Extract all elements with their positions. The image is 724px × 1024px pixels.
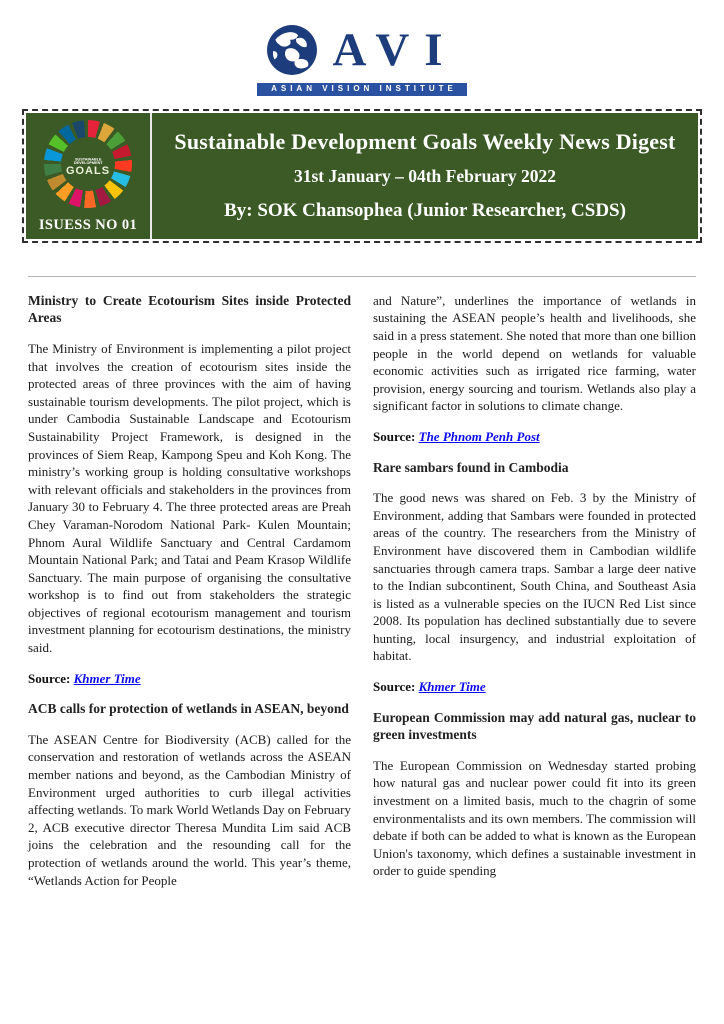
avi-logo-row xyxy=(266,24,457,76)
article-paragraph: The good news was shared on Feb. 3 by the Ministry of Environment, adding that Sambars were founded in protected areas of the country. The researchers from the Ministry of Environment have discovered them in Cambodian wildlife sanctuaries through camera traps. Sambar a large deer native to the Indian subcontinent, South China, and Southeast Asia is listed as a vulnerable species on the IUCN Red List since 2008. Its population has declined substantially due to severe hunting, local insurgency, and industrial exploitation of habitat. xyxy=(373,490,696,664)
avi-wordmark: AVI xyxy=(332,23,458,76)
newsletter-title: Sustainable Development Goals Weekly News Digest xyxy=(174,128,676,154)
right-column xyxy=(373,290,696,889)
article-paragraph: The Ministry of Environment is implementing a pilot project that involves the creation of ecotourism sites inside the protected areas of three provinces with the aim of having sustainable tourism developments. The pilot project, which is under Cambodia Sustainable Landscape and Ecotourism Sustainability Project Framework, is designed in the provinces of Siem Reap, Kampong Speu and Koh Kong. The ministry’s working group is holding consultative workshops with relevant officials and stakeholders in the provinces from January 30 to February 4. The three protected areas are Preah Chey Varaman-Norodom National Park- Kulen Mountain; Phnom Aural Wildlife Sanctuary and Central Cardamom Mountain National Park; and Tatai and Peam Krasop Wildlife Sanctuary. The main purpose of organising the consultative workshop is to find out from stakeholders the strategic objectives of regional ecotourism management and tourism investment planning for ecotourism destinations, the ministry said. xyxy=(28,340,351,656)
avi-logo xyxy=(0,0,724,96)
header-banner-inner xyxy=(26,113,698,239)
article-columns xyxy=(28,290,696,889)
institute-name-bar: ASIAN VISION INSTITUTE xyxy=(257,83,467,96)
article-paragraph: and Nature”, underlines the importance of wetlands in sustaining the ASEAN people’s health and livelihoods, she said in a press statement. She noted that more than one billion people in the world depend on wetlands for valuable economic activities such as irrigated rice farming, water provision, energy sourcing and tourism. Wetlands also play a significant factor in solutions to climate change. xyxy=(373,292,696,414)
source-label: Source: xyxy=(373,428,419,444)
article-heading: Rare sambars found in Cambodia xyxy=(373,459,569,475)
source-link[interactable]: Khmer Time xyxy=(73,670,141,686)
sdg-wheel-center xyxy=(61,137,115,191)
left-column xyxy=(28,290,351,889)
header-rule xyxy=(28,276,696,277)
source-link[interactable]: The Phnom Penh Post xyxy=(418,428,540,444)
date-range: 31st January – 04th February 2022 xyxy=(293,165,556,186)
sdg-wheel-icon xyxy=(44,120,132,208)
source-line xyxy=(373,428,696,446)
source-line xyxy=(373,678,696,696)
source-line xyxy=(28,670,351,688)
article-heading: ACB calls for protection of wetlands in ASEAN, beyond xyxy=(28,701,349,717)
header-banner xyxy=(22,109,702,243)
issue-number-label: ISUESS NO 01 xyxy=(38,216,138,233)
article-heading: European Commission may add natural gas, nuclear to green investments xyxy=(373,709,696,743)
sdg-center-text: SUSTAINABLE DEVELOPMENT xyxy=(73,157,103,166)
banner-right-cell xyxy=(152,113,698,239)
source-label: Source: xyxy=(28,670,74,686)
source-link[interactable]: Khmer Time xyxy=(418,679,486,695)
article-paragraph: The ASEAN Centre for Biodiversity (ACB) called for the conservation and restoration of wetlands across the ASEAN member nations and beyond, as the Cambodian Ministry of Environment urged authorities to curb illegal activities affecting wetlands. To mark World Wetlands Day on February 2, ACB executive director Theresa Mundita Lim said ACB joins the celebration and the resounding call for the protection of wetlands around the world. This year’s theme, “Wetlands Action for People xyxy=(28,731,351,888)
article-heading: Ministry to Create Ecotourism Sites inside Protected Areas xyxy=(28,292,351,326)
source-label: Source: xyxy=(373,679,419,695)
byline: By: SOK Chansophea (Junior Researcher, CSDS) xyxy=(224,199,626,221)
globe-icon xyxy=(266,24,318,76)
sdg-goals-label: GOALS xyxy=(65,164,111,177)
banner-left-cell xyxy=(26,113,150,239)
article-paragraph: The European Commission on Wednesday started probing how natural gas and nuclear power could fit into its green investment on a limited basis, much to the chagrin of some environmentalists and its own members. The commission will debate if both can be added to what is known as the European Union's taxonomy, which defines a sustainable investment in order to guide spending xyxy=(373,757,696,879)
